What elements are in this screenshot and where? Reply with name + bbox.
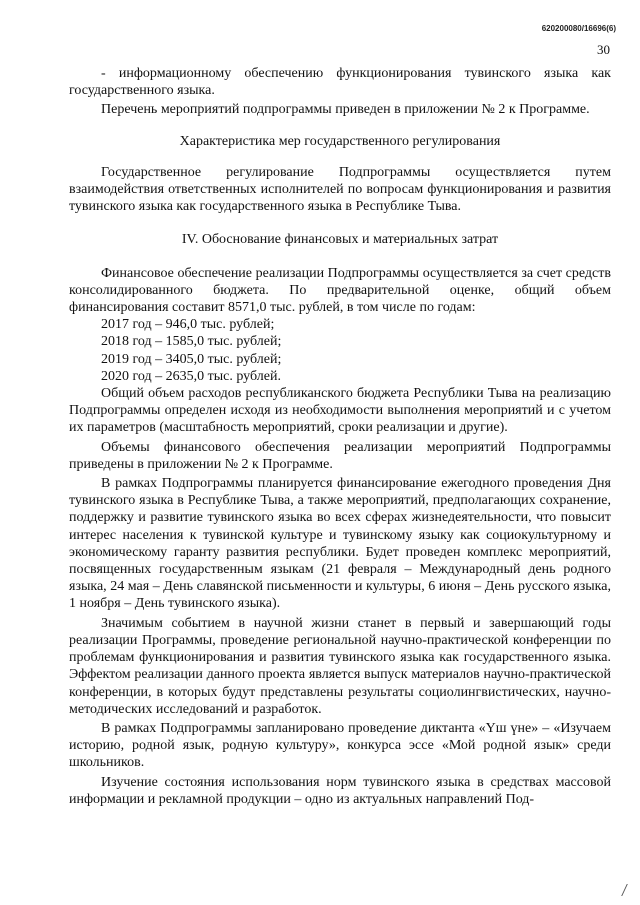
section-heading-financing: IV. Обоснование финансовых и материальных затрат [181,232,499,248]
paragraph-media-study: Изучение состояния использования норм тувинского языка в средствах массовой информации и рекламной продукции – одно из актуальных направлений Под- [69,774,611,807]
document-body [69,65,611,808]
financing-year-2017: 2017 год – 946,0 тыс. рублей; [101,317,275,333]
paragraph-tuvan-language-day: В рамках Подпрограммы планируется финансирование ежегодного проведения Дня тувинского языка в Республике Тыва, а также мероприятий, предполагающих сохранение, поддержку и развитие тувинского языка во всех сферах жизнедеятельности, что повысит интерес населения к тувинской культуре и тувинскому языку как социокультурному и экономическому гаранту развития республики. Будет проведен комплекс мероприятий, посвященных государственным языкам (21 февраля – Международный день родного языка, 24 мая – День славянской письменности и культуры, 6 июня – День русского языка, 1 ноября – День тувинского языка). [69,476,611,612]
paragraph-scientific-conference: Значимым событием в научной жизни станет в первый и завершающий годы реализации Программы, проведение региональной научно-практической конференции по проблемам функционирования и развития тувинского языка как государственного языка. Эффектом реализации данного проекта является выпуск материалов научно-практической конференции, в которых будут представлены результаты социолингвистических, научно-методических исследований и разработок. [69,615,611,717]
paragraph-financing-volumes: Объемы финансового обеспечения реализации мероприятий Подпрограммы приведены в приложении № 2 к Программе. [69,439,611,472]
paragraph-activities-list: Перечень мероприятий подпрограммы приведен в приложении № 2 к Программе. [101,102,590,118]
paragraph-dictation-contest: В рамках Подпрограммы запланировано проведение диктанта «Үш үне» – «Изучаем историю, родной язык, родную культуру», конкурса эссе «Мой родной язык» среди школьников. [69,720,611,771]
document-code: 620200080/16696(6) [541,24,616,33]
section-heading-regulation: Характеристика мер государственного регулирования [179,133,501,149]
paragraph-budget-expenses: Общий объем расходов республиканского бюджета Республики Тыва на реализацию Подпрограммы определен исходя из необходимости выполнения мероприятий и с учетом их параметров (масштабность мероприятий, сроки реализации и другие). [69,386,611,436]
financing-year-2019: 2019 год – 3405,0 тыс. рублей; [101,351,282,367]
page-number: 30 [597,42,610,57]
financing-year-2018: 2018 год – 1585,0 тыс. рублей; [101,334,282,350]
scan-mark [621,884,636,896]
paragraph-info-support: - информационному обеспечению функционирования тувинского языка как государственного языка. [69,66,611,99]
financing-year-2020: 2020 год – 2635,0 тыс. рублей. [101,368,281,384]
paragraph-financing: Финансовое обеспечение реализации Подпрограммы осуществляется за счет средств консолидированного бюджета. По предварительной оценке, общий объем финансирования составит 8571,0 тыс. рублей, в том числе по годам: [69,265,611,316]
paragraph-state-regulation: Государственное регулирование Подпрограммы осуществляется путем взаимодействия ответственных исполнителей по вопросам функционирования и развития тувинского языка как государственного языка в Республике Тыва. [69,164,611,215]
